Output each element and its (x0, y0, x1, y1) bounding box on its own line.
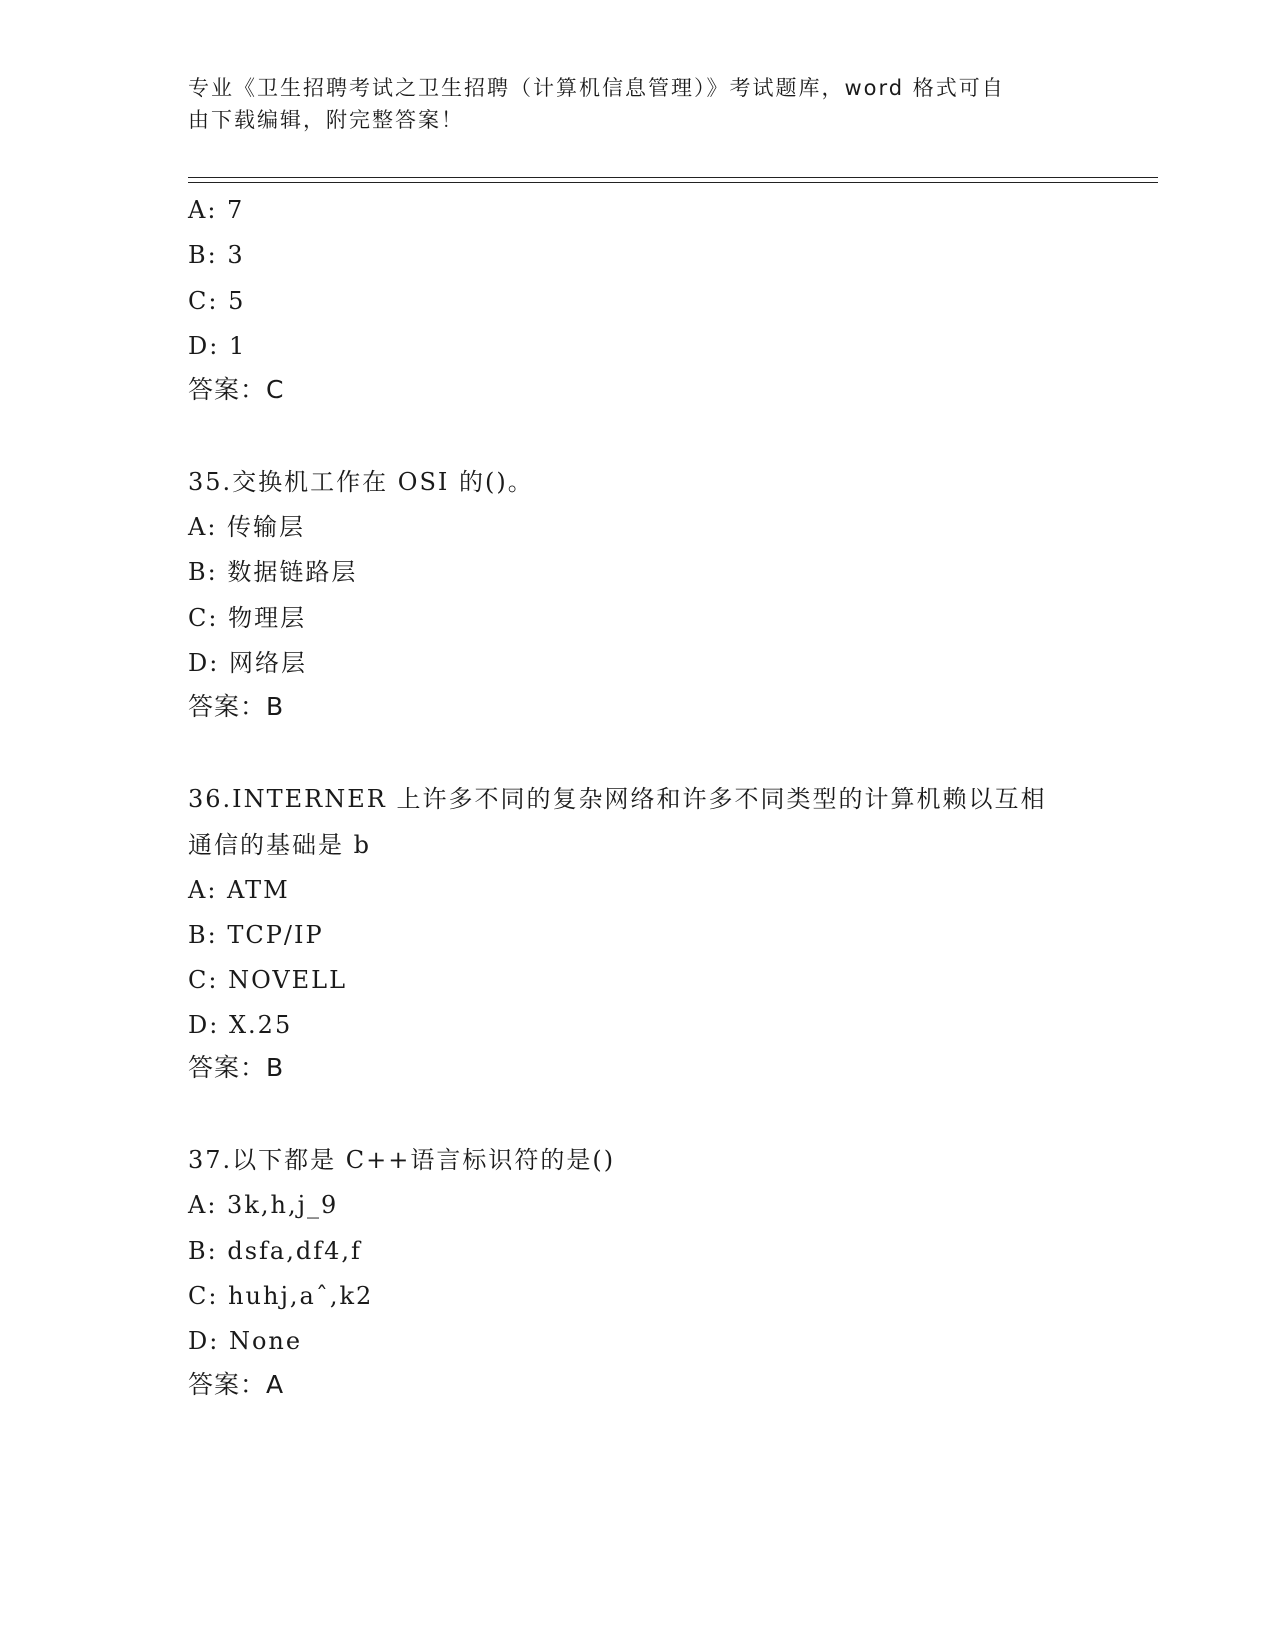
q35-answer: 答案：B (188, 692, 285, 721)
q34-answer: 答案：C (188, 375, 285, 404)
q35-option-a: A: 传输层 (188, 513, 306, 541)
header-line-2: 由下载编辑，附完整答案！ (188, 108, 464, 132)
q35-option-c: C: 物理层 (188, 604, 307, 632)
q36-option-c: C: NOVELL (188, 966, 348, 994)
q36-question-line-1: 36.INTERNER 上许多不同的复杂网络和许多不同类型的计算机赖以互相 (188, 785, 1047, 813)
q36-option-b: B: TCP/IP (188, 921, 324, 949)
document-header (188, 72, 1088, 136)
q36-answer: 答案：B (188, 1053, 285, 1082)
q34-option-c: C: 5 (188, 287, 246, 315)
q35-question: 35.交换机工作在 OSI 的()。 (188, 468, 534, 496)
header-line-1: 专业《卫生招聘考试之卫生招聘（计算机信息管理）》考试题库，word 格式可自 (188, 76, 1005, 100)
header-divider-top (188, 177, 1158, 178)
q36-question-line-2: 通信的基础是 b (188, 831, 371, 859)
q37-question: 37.以下都是 C++语言标识符的是() (188, 1146, 616, 1174)
q37-option-a: A: 3k,h,j_9 (188, 1191, 339, 1219)
q37-option-b: B: dsfa,df4,f (188, 1237, 362, 1265)
q37-option-c: C: huhj,aˆ,k2 (188, 1282, 374, 1310)
q35-option-d: D: 网络层 (188, 649, 307, 677)
q34-option-b: B: 3 (188, 241, 245, 269)
q35-option-b: B: 数据链路层 (188, 558, 358, 586)
q34-option-a: A: 7 (188, 196, 245, 224)
q34-option-d: D: 1 (188, 332, 247, 360)
q36-option-a: A: ATM (188, 876, 290, 904)
q36-option-d: D: X.25 (188, 1011, 293, 1039)
q37-answer: 答案：A (188, 1370, 285, 1399)
q37-option-d: D: None (188, 1327, 303, 1355)
header-divider-bottom (188, 182, 1158, 183)
